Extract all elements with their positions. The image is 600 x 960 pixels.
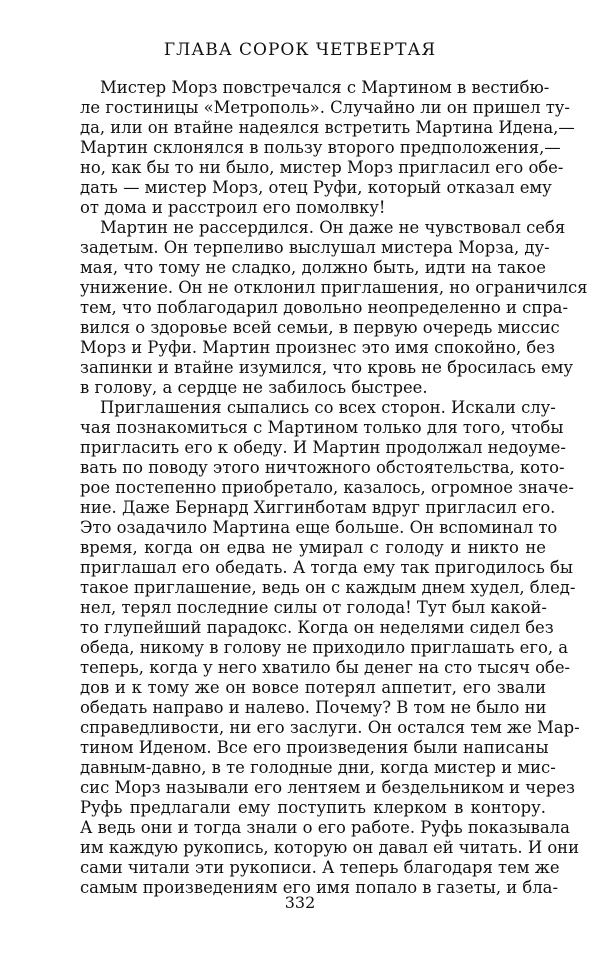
text-line: рое постепенно приобретало, казалось, огромное значе- (80, 478, 574, 497)
text-line: тем, что поблагодарил довольно неопределенно и спра- (80, 298, 568, 317)
page-body (80, 78, 588, 898)
text-line: приглашал его обедать. А тогда ему так пригодилось бы (80, 558, 573, 577)
text-line: Мартин склонялся в пользу второго предположения,— (80, 138, 561, 157)
text-line: теперь, когда у него хватило бы денег на сто тысяч обе- (80, 658, 571, 677)
text-line: да, или он втайне надеялся встретить Мартина Идена,— (80, 118, 575, 137)
text-line: Морз и Руфи. Мартин произнес это имя спокойно, без (80, 338, 555, 357)
text-line: дать — мистер Морз, отец Руфи, который отказал ему (80, 178, 552, 197)
text-line: обедать направо и налево. Почему? В том не было ни (80, 698, 547, 717)
text-line: вился о здоровье всей семьи, в первую очередь миссис (80, 318, 560, 337)
text-line: дов и к тому же он вовсе потерял аппетит, его звали (80, 678, 546, 697)
text-line: унижение. Он не отклонил приглашения, но ограничился (80, 278, 588, 297)
text-line: вать по поводу этого ничтожного обстоятельства, кото- (80, 458, 565, 477)
paragraph (80, 218, 588, 398)
text-line: сами читали эти рукописи. А теперь благодаря тем же (80, 858, 560, 877)
text-line: такое приглашение, ведь он с каждым днем худел, блед- (80, 578, 576, 597)
text-line: тином Иденом. Все его произведения были написаны (80, 738, 549, 757)
text-line: сис Морз называли его лентяем и бездельником и через (80, 778, 575, 797)
text-line: ле гостиницы «Метрополь». Случайно ли он пришел ту- (80, 98, 570, 117)
paragraph (80, 398, 580, 898)
text-line: запинки и втайне изумился, что кровь не бросилась ему (80, 358, 574, 377)
text-line: от дома и расстроил его помолвку! (80, 198, 386, 217)
text-line: ние. Даже Бернард Хиггинботам вдруг пригласил его. (80, 498, 556, 517)
text-line: справедливости, ни его заслуги. Он остался тем же Мар- (80, 718, 580, 737)
text-line: Руфь предлагали ему поступить клерком в контору. (80, 798, 546, 817)
text-line: Мартин не рассердился. Он даже не чувствовал себя (100, 218, 566, 237)
text-line: время, когда он едва не умирал с голоду и никто не (80, 538, 546, 557)
text-line: А ведь они и тогда знали о его работе. Руфь показывала (80, 818, 570, 837)
text-line: давным-давно, в те голодные дни, когда мистер и мис- (80, 758, 556, 777)
text-line: Мистер Морз повстречался с Мартином в вестибю- (100, 78, 550, 97)
text-line: то глупейший парадокс. Когда он неделями сидел без (80, 618, 554, 637)
text-line: Приглашения сыпались со всех сторон. Искали слу- (100, 398, 556, 417)
text-line: чая познакомиться с Мартином только для того, чтобы (80, 418, 564, 437)
text-line: пригласить его к обеду. И Мартин продолжал недоуме- (80, 438, 566, 457)
text-line: им каждую рукопись, которую он давал ей читать. И они (80, 838, 580, 857)
text-line: в голову, а сердце не забилось быстрее. (80, 378, 428, 397)
text-line: нел, терял последние силы от голода! Тут был какой- (80, 598, 547, 617)
paragraph (80, 78, 575, 218)
text-line: мая, что тому не сладко, должно быть, идти на такое (80, 258, 546, 277)
text-line: самым произведениям его имя попало в газеты, и бла- (80, 878, 558, 897)
chapter-title: ГЛАВА СОРОК ЧЕТВЕРТАЯ (163, 40, 437, 60)
text-line: Это озадачило Мартина еще больше. Он вспоминал то (80, 518, 558, 537)
page-number: 332 (284, 893, 316, 912)
text-line: задетым. Он терпеливо выслушал мистера Морза, ду- (80, 238, 550, 257)
text-line: обеда, никому в голову не приходило приглашать его, а (80, 638, 569, 657)
text-line: но, как бы то ни было, мистер Морз пригласил его обе- (80, 158, 564, 177)
